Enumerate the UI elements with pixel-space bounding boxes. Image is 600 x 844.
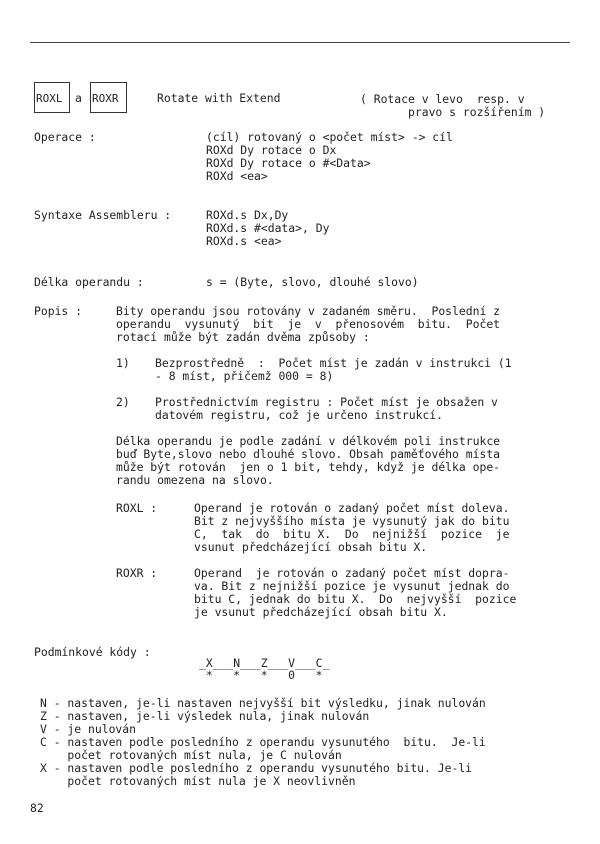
item1-line: - 8 míst, přičemž 000 = 8) <box>155 369 334 383</box>
item2-line: Prostřednictvím registru : Počet míst je obsažen v <box>155 395 498 409</box>
item2-number: 2) <box>116 395 130 409</box>
roxr-box-label: ROXR <box>92 92 119 105</box>
operation-line: ROXd <ea> <box>206 169 268 183</box>
roxl-line: Bit z nejvyššího místa je vysunutý jak do bitu <box>194 514 510 528</box>
condition-note: X - nastaven podle posledního z operandu vysunutého bitu. Je-li <box>40 761 473 775</box>
top-rule <box>30 42 570 43</box>
length-label: Délka operandu : <box>34 275 144 289</box>
roxl-box <box>34 82 70 113</box>
roxl-line: vsunut předcházející obsah bitu X. <box>194 540 428 554</box>
description-para-line: randu omezena na slovo. <box>116 473 274 487</box>
syntax-label: Syntaxe Assembleru : <box>34 208 172 222</box>
description-para-line: buď Byte,slovo nebo dlouhé slovo. Obsah paměťového místa <box>116 447 501 461</box>
operation-line: ROXd Dy rotace o Dx <box>206 143 337 157</box>
item1-number: 1) <box>116 356 130 370</box>
item2-line: datovém registru, což je určeno instrukcí. <box>155 408 444 422</box>
roxl-line: C, tak do bitu X. Do nejnižší pozice je <box>194 527 510 541</box>
description-label: Popis : <box>34 304 83 318</box>
description-intro-line: rotací může být zadán dvěma způsoby : <box>116 330 370 344</box>
syntax-line: ROXd.s #<data>, Dy <box>206 221 330 235</box>
roxl-box-label: ROXL <box>36 92 63 105</box>
condition-note: počet rotovaných míst nula, je C nulován <box>40 748 342 762</box>
roxr-box <box>90 82 127 113</box>
roxr-line: je vsunut předcházející obsah bitu X. <box>194 605 448 619</box>
roxr-line: va. Bit z nejnižší pozice je vysunut jednak do <box>194 579 510 593</box>
condition-note: V - je nulován <box>40 722 137 736</box>
condition-codes-label: Podmínkové kódy : <box>34 645 151 659</box>
condition-note: C - nastaven podle posledního z operandu vysunutého bitu. Je-li <box>40 735 486 749</box>
page-number: 82 <box>30 801 44 815</box>
roxl-line: Operand je rotován o zadaný počet míst doleva. <box>194 501 510 515</box>
title-czech-2: pravo s rozšířením ) <box>408 105 546 119</box>
title-english: Rotate with Extend <box>157 91 281 105</box>
roxr-line: bitu C, jednak do bitu X. Do nejvyšší pozice <box>194 592 517 606</box>
length-value: s = (Byte, slovo, dlouhé slovo) <box>206 275 419 289</box>
condition-flags: _X___N___Z___V___C_ <box>199 656 330 670</box>
roxl-label: ROXL : <box>116 501 158 515</box>
description-para-line: může být rotován jen o 1 bit, tehdy, když je délka ope- <box>116 460 501 474</box>
item1-line: Bezprostředně : Počet míst je zadán v instrukci (1 <box>155 356 512 370</box>
and-word: a <box>75 91 82 105</box>
syntax-line: ROXd.s Dx,Dy <box>206 208 289 222</box>
condition-note: Z - nastaven, je-li výsledek nula, jinak nulován <box>40 709 370 723</box>
syntax-line: ROXd.s <ea> <box>206 234 282 248</box>
description-intro-line: operandu vysunutý bit je v přenosovém bitu. Počet <box>116 317 501 331</box>
description-para-line: Délka operandu je podle zadání v délkovém poli instrukce <box>116 434 501 448</box>
description-intro-line: Bity operandu jsou rotovány v zadaném směru. Poslední z <box>116 304 501 318</box>
condition-note: počet rotovaných míst nula je X neovlivněn <box>40 774 356 788</box>
roxr-line: Operand je rotován o zadaný počet míst dopra- <box>194 566 510 580</box>
condition-note: N - nastaven, je-li nastaven nejvyšší bit výsledku, jinak nulován <box>40 696 486 710</box>
title-czech-1: ( Rotace v levo resp. v <box>360 92 525 106</box>
operation-line: ROXd Dy rotace o #<Data> <box>206 156 371 170</box>
operation-label: Operace : <box>34 130 96 144</box>
roxr-label: ROXR : <box>116 566 158 580</box>
condition-values: * * * 0 * <box>199 668 330 682</box>
operation-line: (cíl) rotovaný o <počet míst> -> cíl <box>206 130 453 144</box>
